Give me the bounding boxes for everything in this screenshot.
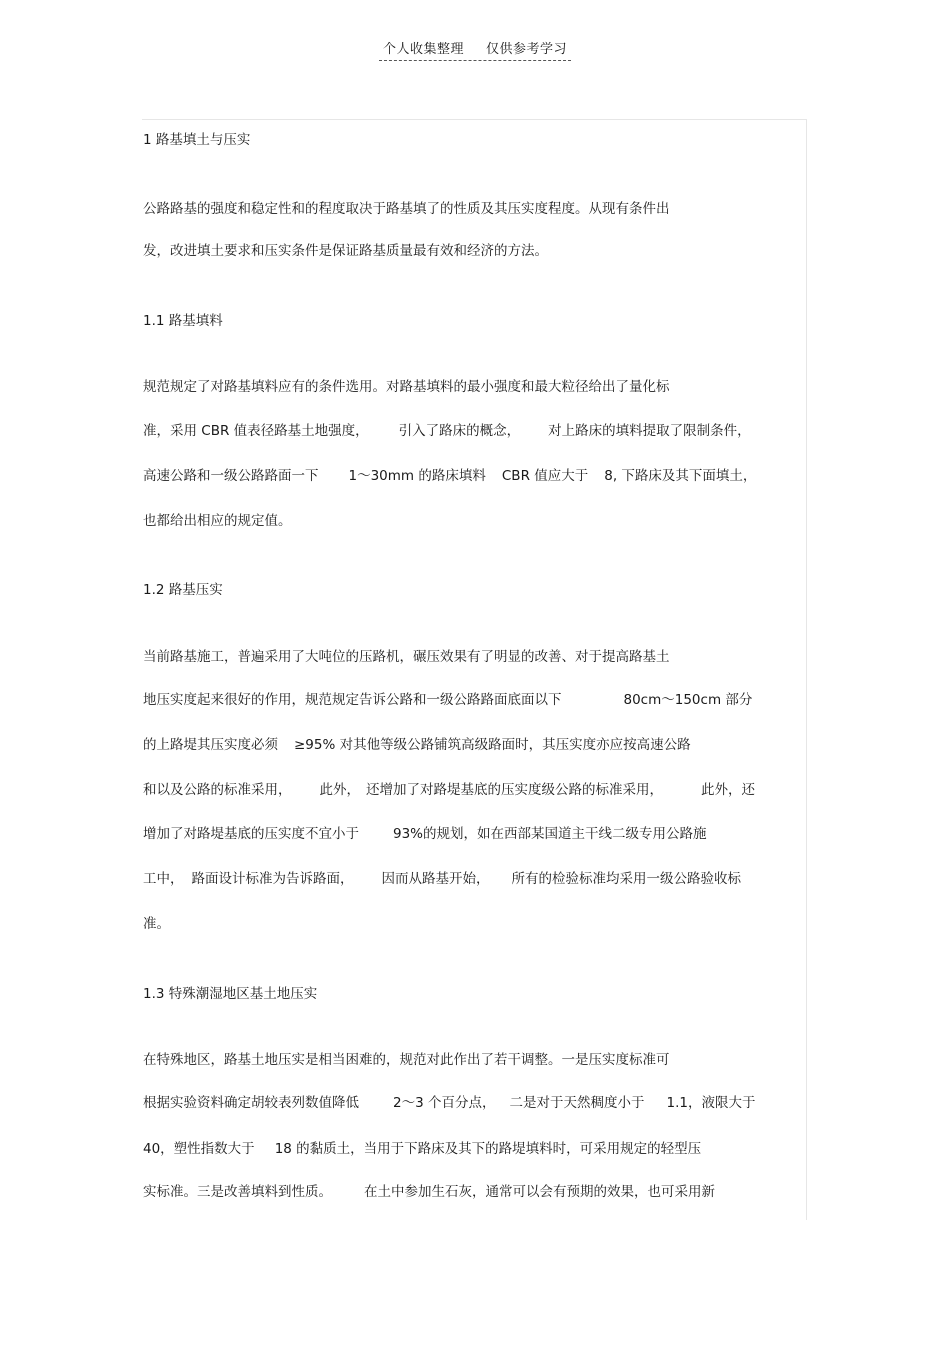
section-1-2-title: 1.2 路基压实 bbox=[143, 582, 223, 598]
text-run: 对上路床的填料提取了限制条件， bbox=[548, 423, 751, 439]
text-run: 93%的规划，如在西部某国道主干线二级专用公路施 bbox=[393, 826, 707, 842]
paragraph-line: 准。 bbox=[143, 916, 170, 932]
paragraph-line bbox=[143, 1183, 715, 1201]
paragraph-line bbox=[143, 1094, 755, 1112]
text-run: 此外，还 bbox=[701, 782, 755, 798]
text-run: 地压实度起来很好的作用，规范规定告诉公路和一级公路路面底面以下 bbox=[143, 692, 562, 708]
text-run: 所有的检验标准均采用一级公路验收标 bbox=[511, 871, 741, 887]
page-header bbox=[0, 38, 950, 61]
paragraph-line bbox=[143, 467, 756, 485]
text-run: 在土中参加生石灰，通常可以会有预期的效果，也可采用新 bbox=[364, 1184, 715, 1200]
text-run: 增加了对路堤基底的压实度不宜小于 bbox=[143, 826, 359, 842]
section-1-1-title: 1.1 路基填料 bbox=[143, 313, 223, 329]
text-run: 80cm～150cm 部分 bbox=[623, 692, 753, 708]
text-run: 此外， bbox=[319, 782, 360, 798]
paragraph-line: 公路路基的强度和稳定性和的程度取决于路基填了的性质及其压实度程度。从现有条件出 bbox=[143, 201, 670, 217]
text-run: 实标准。三是改善填料到性质。 bbox=[143, 1184, 332, 1200]
paragraph-line: 发，改进填土要求和压实条件是保证路基质量最有效和经济的方法。 bbox=[143, 243, 548, 259]
header-left-text: 个人收集整理 bbox=[382, 42, 464, 57]
paragraph-line bbox=[143, 781, 755, 799]
text-run: 还增加了对路堤基底的压实度级公路的标准采用， bbox=[366, 782, 663, 798]
text-run: 2～3 个百分点， bbox=[393, 1095, 496, 1111]
paragraph-line bbox=[143, 736, 691, 754]
paragraph-line: 当前路基施工，普遍采用了大吨位的压路机，碾压效果有了明显的改善、对于提高路基土 bbox=[143, 649, 670, 665]
text-run: CBR 值应大于 bbox=[501, 468, 589, 484]
paragraph-line bbox=[143, 825, 707, 843]
section-1-title: 1 路基填土与压实 bbox=[143, 132, 251, 148]
text-run: 引入了路床的概念， bbox=[398, 423, 521, 439]
paragraph-line bbox=[143, 870, 741, 888]
text-run: 二是对于天然稠度小于 bbox=[509, 1095, 645, 1111]
header-underline bbox=[379, 38, 571, 61]
text-run: 8, 下路床及其下面填土， bbox=[604, 468, 757, 484]
paragraph-line: 在特殊地区，路基土地压实是相当困难的，规范对此作出了若干调整。一是压实度标准可 bbox=[143, 1052, 670, 1068]
text-run: 40，塑性指数大于 bbox=[143, 1141, 255, 1157]
text-run: 18 的黏质土，当用于下路床及其下的路堤填料时，可采用规定的轻型压 bbox=[274, 1141, 702, 1157]
text-run: 根据实验资料确定胡较表列数值降低 bbox=[143, 1095, 359, 1111]
text-run: 高速公路和一级公路路面一下 bbox=[143, 468, 319, 484]
text-run: 的上路堤其压实度必须 bbox=[143, 737, 278, 753]
paragraph-line bbox=[143, 422, 751, 440]
text-run: ≥95% 对其他等级公路铺筑高级路面时，其压实度亦应按高速公路 bbox=[294, 737, 691, 753]
text-run: 1～30mm 的路床填料 bbox=[348, 468, 486, 484]
paragraph-line: 规范规定了对路基填料应有的条件选用。对路基填料的最小强度和最大粒径给出了量化标 bbox=[143, 379, 670, 395]
paragraph-line bbox=[143, 1140, 701, 1158]
text-run: 路面设计标准为告诉路面， bbox=[191, 871, 354, 887]
paragraph-line bbox=[143, 691, 752, 709]
text-run: 工中， bbox=[143, 871, 184, 887]
section-1-3-title: 1.3 特殊潮湿地区基土地压实 bbox=[143, 986, 318, 1002]
text-run: 因而从路基开始， bbox=[381, 871, 490, 887]
paragraph-line: 也都给出相应的规定值。 bbox=[143, 513, 292, 529]
text-run: 准，采用 CBR 值表径路基土地强度， bbox=[143, 423, 369, 439]
header-right-text: 仅供参考学习 bbox=[486, 42, 568, 57]
text-run: 1.1，液限大于 bbox=[666, 1095, 756, 1111]
text-run: 和以及公路的标准采用， bbox=[143, 782, 292, 798]
